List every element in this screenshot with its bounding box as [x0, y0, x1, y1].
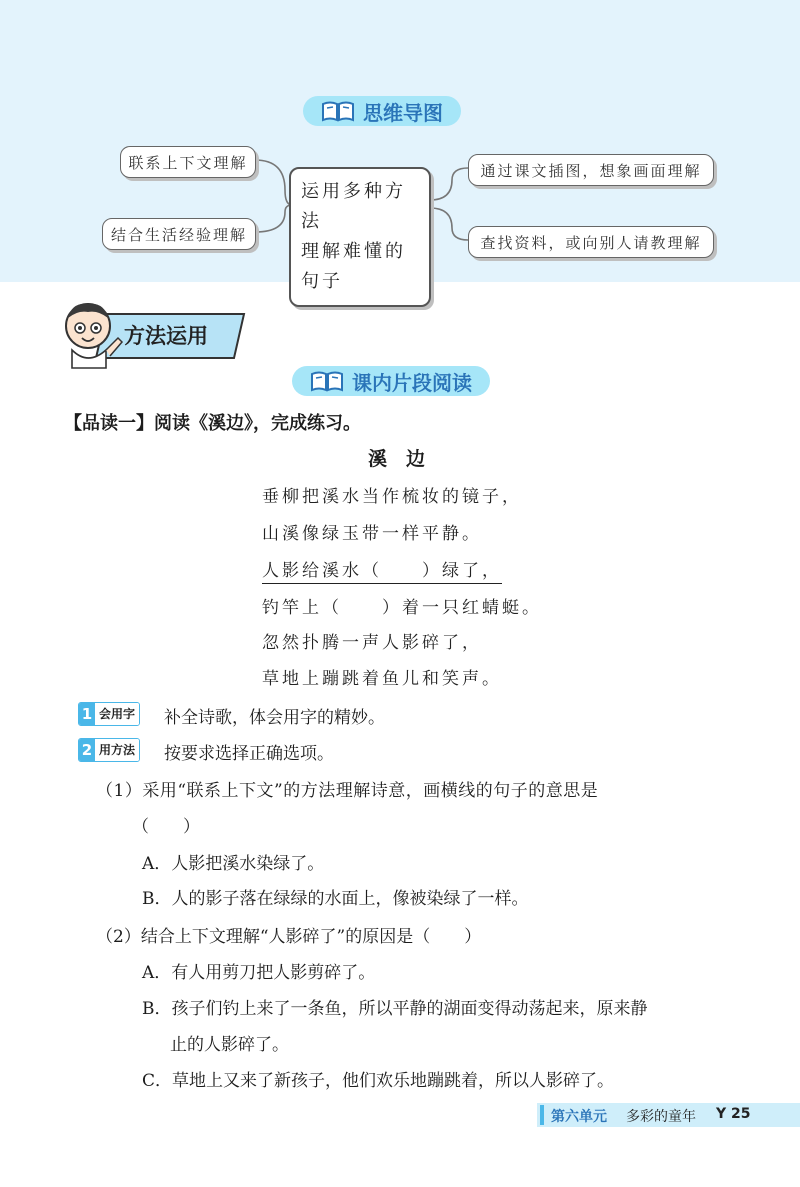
method-section-title: 方法运用: [124, 324, 208, 348]
footer-page-number: Y 25: [716, 1106, 751, 1122]
question-2-badge: 2 用方法: [78, 738, 140, 762]
option-1a: A．人影把溪水染绿了。: [142, 854, 325, 874]
mind-map-left-bottom: 结合生活经验理解: [102, 218, 256, 250]
mind-map-center: 运用多种方法 理解难懂的句子: [289, 167, 431, 307]
question-2-text: 按要求选择正确选项。: [164, 744, 334, 764]
exercise-instruction: [64, 409, 361, 435]
footer-accent: [540, 1105, 544, 1125]
mind-map-left-top: 联系上下文理解: [120, 146, 256, 178]
poem-line: 忽然扑腾一声人影碎了，: [262, 633, 482, 653]
book-icon: [310, 370, 344, 392]
option-2b-continued: 止的人影碎了。: [170, 1035, 289, 1055]
poem-line-underlined: 人影给溪水（ ）绿了，: [262, 556, 502, 584]
poem-line: 草地上蹦跳着鱼儿和笑声。: [262, 669, 502, 689]
question-1-text: 补全诗歌，体会用字的精妙。: [164, 708, 385, 728]
question-1-badge: 1 会用字: [78, 702, 140, 726]
option-2c: C．草地上又来了新孩子，他们欢乐地蹦跳着，所以人影碎了。: [142, 1071, 615, 1091]
exercise-text: 阅读《溪边》，完成练习。: [154, 413, 361, 434]
poem-line: 垂柳把溪水当作梳妆的镜子，: [262, 487, 522, 507]
footer-unit-title: 多彩的童年: [626, 1109, 696, 1125]
exercise-tag: 【品读一】: [64, 413, 154, 434]
mind-map-right-bottom: 查找资料，或向别人请教理解: [468, 226, 714, 258]
option-1b: B．人的影子落在绿绿的水面上，像被染绿了一样。: [142, 889, 529, 909]
subquestion-1-stem: （1）采用“联系上下文”的方法理解诗意，画横线的句子的意思是: [96, 781, 599, 801]
subquestion-2-stem: （2）结合上下文理解“人影碎了”的原因是（ ）: [96, 927, 482, 947]
poem-title: 溪 边: [368, 448, 426, 470]
option-2a: A．有人用剪刀把人影剪碎了。: [142, 963, 376, 983]
option-2b: B．孩子们钓上来了一条鱼，所以平静的湖面变得动荡起来，原来静: [142, 999, 648, 1019]
subquestion-1-blank: （ ）: [132, 817, 200, 837]
footer-unit: 第六单元: [551, 1109, 607, 1125]
reading-title-pill: [292, 366, 490, 396]
mind-map-title: 思维导图: [363, 100, 443, 125]
poem-line: 山溪像绿玉带一样平静。: [262, 524, 482, 544]
mind-map-right-top: 通过课文插图，想象画面理解: [468, 154, 714, 186]
poem-line: 钓竿上（ ）着一只红蜻蜓。: [262, 598, 542, 618]
reading-title: 课内片段阅读: [352, 370, 472, 395]
